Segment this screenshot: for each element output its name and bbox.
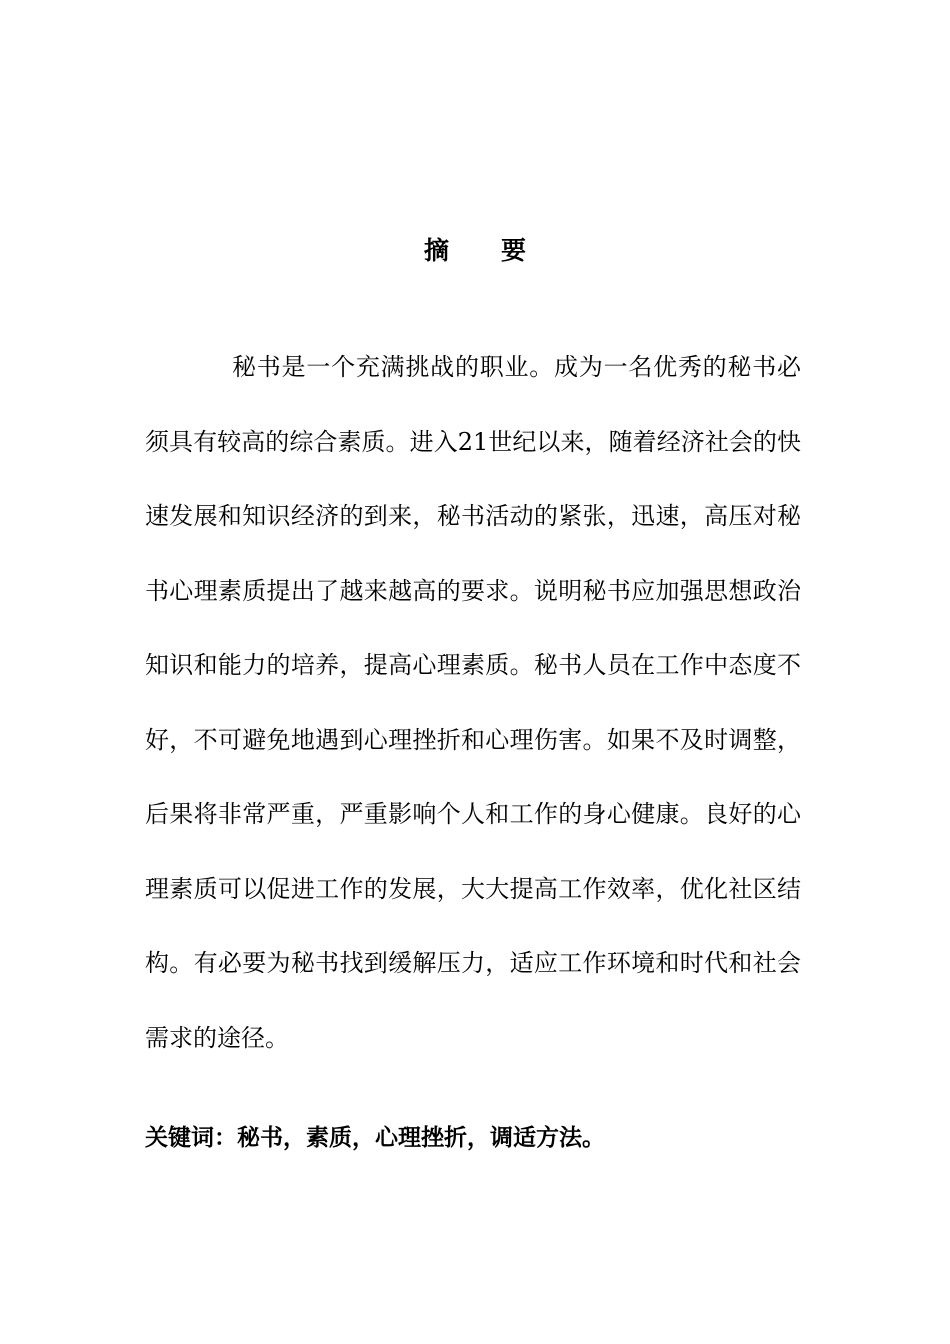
keywords-line: 关键词：秘书，素质，心理挫折，调适方法。 (145, 1125, 605, 1151)
abstract-body: 秘书是一个充满挑战的职业。成为一名优秀的秘书必须具有较高的综合素质。进入21世纪以来，随着经济社会的快速发展和知识经济的到来，秘书活动的紧张，迅速，高压对秘书心理素质提出了越来越高的要求。说明秘书应加强思想政治知识和能力的培养，提高心理素质。秘书人员在工作中态度不好，不可避免地遇到心理挫折和心理伤害。如果不及时调整，后果将非常严重，严重影响个人和工作的身心健康。良好的心理素质可以促进工作的发展，大大提高工作效率，优化社区结构。有必要为秘书找到缓解压力，适应工作环境和时代和社会需求的途径。 (145, 353, 801, 1052)
abstract-title: 摘要 (423, 236, 578, 265)
